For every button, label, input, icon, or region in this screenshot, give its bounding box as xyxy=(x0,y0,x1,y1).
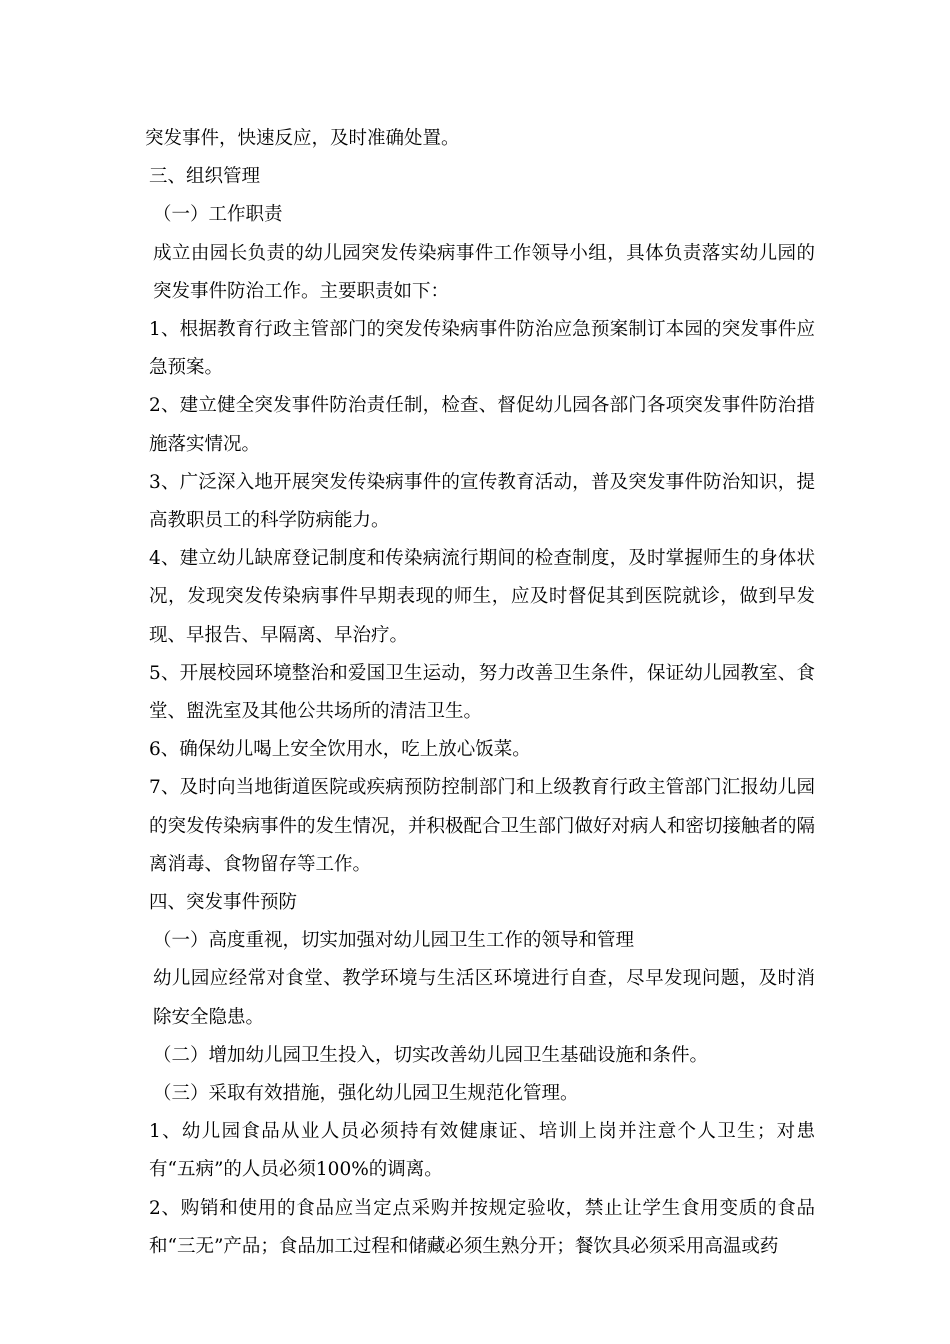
subsection-heading-duties: （一）工作职责 xyxy=(153,204,283,226)
paragraph-self-inspection: 幼儿园应经常对食堂、教学环境与生活区环境进行自查，尽早发现问题，及时消除安全隐患。 xyxy=(153,968,815,1028)
duty-item-3: 3、广泛深入地开展突发传染病事件的宣传教育活动，普及突发事件防治知识，提高教职员工的科学防病能力。 xyxy=(149,471,815,532)
section-heading-3: 三、组织管理 xyxy=(149,166,261,188)
paragraph-1: 突发事件，快速反应，及时准确处置。 xyxy=(145,128,460,149)
duty-item-7: 7、及时向当地街道医院或疾病预防控制部门和上级教育行政主管部门汇报幼儿园的突发传染病事件的发生情况，并积极配合卫生部门做好对病人和密切接触者的隔离消毒、食物留存等工作。 xyxy=(149,777,816,875)
subsection-heading-1: （一）高度重视，切实加强对幼儿园卫生工作的领导和管理 xyxy=(153,930,635,952)
subsection-heading-2: （二）增加幼儿园卫生投入，切实改善幼儿园卫生基础设施和条件。 xyxy=(153,1044,709,1066)
duty-item-1: 1、根据教育行政主管部门的突发传染病事件防治应急预案制订本园的突发事件应急预案。 xyxy=(149,319,815,379)
duty-item-4: 4、建立幼儿缺席登记制度和传染病流行期间的检查制度，及时掌握师生的身体状况，发现突发传染病事件早期表现的师生，应及时督促其到医院就诊，做到早发现、早报告、早隔离、早治疗。 xyxy=(149,548,815,646)
measure-item-1: 1、幼儿园食品从业人员必须持有效健康证、培训上岗并注意个人卫生；对患有“五病”的人员必须100%的调离。 xyxy=(149,1121,815,1181)
document-body xyxy=(145,120,815,1266)
paragraph-leadership-group: 成立由园长负责的幼儿园突发传染病事件工作领导小组，具体负责落实幼儿园的突发事件防治工作。主要职责如下： xyxy=(153,242,815,302)
subsection-heading-3: （三）采取有效措施，强化幼儿园卫生规范化管理。 xyxy=(153,1083,579,1105)
measure-item-2: 2、购销和使用的食品应当定点采购并按规定验收，禁止让学生食用变质的食品和“三无”产品；食品加工过程和储藏必须生熟分开；餐饮具必须采用高温或药 xyxy=(149,1197,815,1257)
duty-item-6: 6、确保幼儿喝上安全饮用水，吃上放心饭菜。 xyxy=(149,739,531,761)
duty-item-2: 2、建立健全突发事件防治责任制，检查、督促幼儿园各部门各项突发事件防治措施落实情况。 xyxy=(149,395,815,455)
duty-item-5: 5、开展校园环境整治和爱国卫生运动，努力改善卫生条件，保证幼儿园教室、食堂、盥洗室及其他公共场所的清洁卫生。 xyxy=(149,662,815,723)
section-heading-4: 四、突发事件预防 xyxy=(149,892,298,914)
